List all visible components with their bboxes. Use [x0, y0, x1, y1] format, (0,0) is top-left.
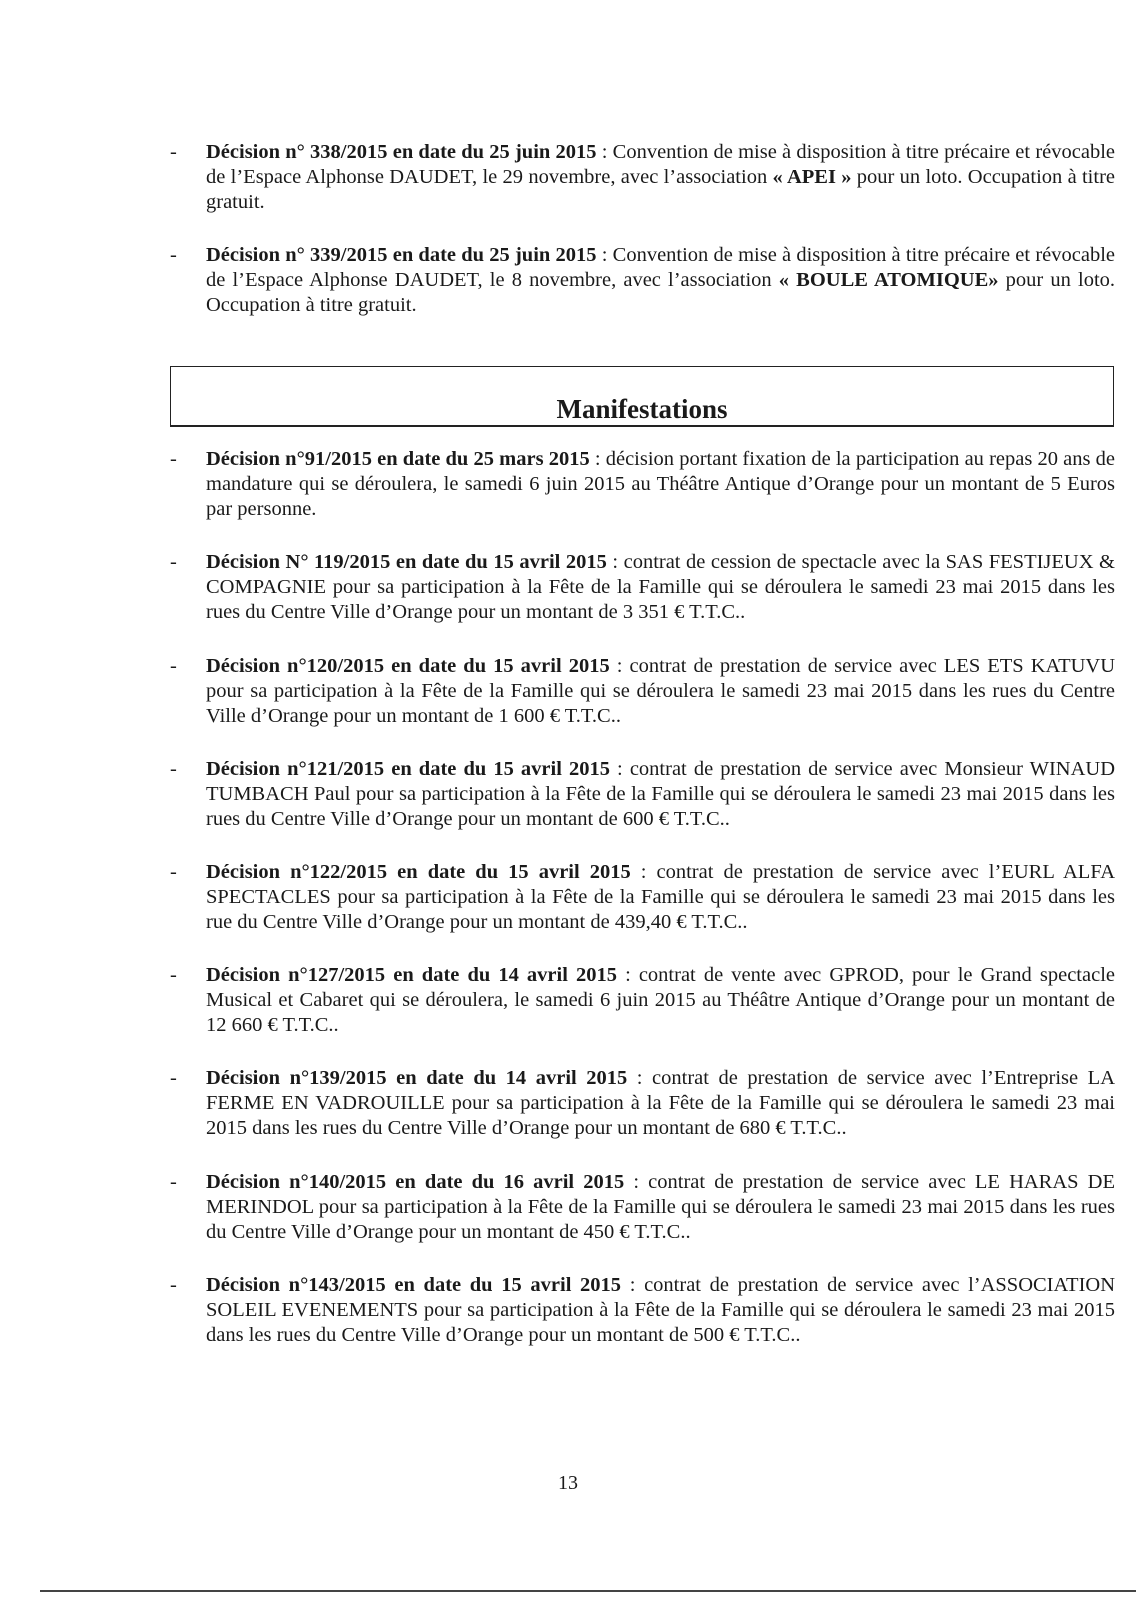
decision-entry-339 [170, 243, 1115, 318]
association-name: « BOULE ATOMIQUE» [778, 269, 999, 291]
decision-entry [170, 1273, 1115, 1348]
list-dash: - [170, 964, 177, 986]
decision-text: Décision n° 339/2015 en date du 25 juin 2015 : Convention de mise à disposition à titre précaire et révocable de l’Espace Alphonse DAUDET, le 8 novembre, avec l’association « BOULE ATOMIQUE» pour un loto. Occupation à titre gratuit. [206, 244, 1116, 316]
decision-heading: Décision n° 338/2015 en date du 25 juin 2015 [206, 141, 597, 163]
decision-entry-338 [170, 140, 1115, 215]
decision-entry [170, 757, 1115, 832]
decision-text: Décision n°139/2015 en date du 14 avril 2015 : contrat de prestation de service avec l’Entreprise LA FERME EN VADROUILLE pour sa participation à la Fête de la Famille qui se déroulera le samedi 23 mai 2015 dans les rues du Centre Ville d’Orange pour un montant de 680 € T.T.C.. [206, 1067, 1116, 1139]
list-dash: - [170, 655, 177, 677]
section-title: Manifestations [556, 394, 728, 424]
decision-heading: Décision n°122/2015 en date du 15 avril 2015 [206, 861, 631, 883]
decision-entry [170, 963, 1115, 1038]
decision-text: Décision n°143/2015 en date du 15 avril 2015 : contrat de prestation de service avec l’ASSOCIATION SOLEIL EVENEMENTS pour sa participation à la Fête de la Famille qui se déroulera le samedi 23 mai 2015 dans les rues du Centre Ville d’Orange pour un montant de 500 € T.T.C.. [206, 1274, 1116, 1346]
list-dash: - [170, 1171, 177, 1193]
list-dash: - [170, 758, 177, 780]
list-dash: - [170, 244, 177, 266]
decision-text: Décision n°91/2015 en date du 25 mars 2015 : décision portant fixation de la participation au repas 20 ans de mandature qui se déroulera, le samedi 6 juin 2015 au Théâtre Antique d’Orange pour un montant de 5 Euros par personne. [206, 448, 1115, 520]
decision-entry [170, 550, 1115, 625]
list-dash: - [170, 448, 177, 470]
decision-entry [170, 654, 1115, 729]
scan-edge-line [40, 1590, 1136, 1592]
list-dash: - [170, 1067, 177, 1089]
decision-text: Décision n°127/2015 en date du 14 avril 2015 : contrat de vente avec GPROD, pour le Grand spectacle Musical et Cabaret qui se déroulera, le samedi 6 juin 2015 au Théâtre Antique d’Orange pour un montant de 12 660 € T.T.C.. [206, 964, 1115, 1036]
decision-text: Décision n°120/2015 en date du 15 avril 2015 : contrat de prestation de service avec LES ETS KATUVU pour sa participation à la Fête de la Famille qui se déroulera le samedi 23 mai 2015 dans les rues du Centre Ville d’Orange pour un montant de 1 600 € T.T.C.. [206, 655, 1116, 727]
decision-text: Décision N° 119/2015 en date du 15 avril 2015 : contrat de cession de spectacle avec la SAS FESTIJEUX & COMPAGNIE pour sa participation à la Fête de la Famille qui se déroulera le samedi 23 mai 2015 dans les rues du Centre Ville d’Orange pour un montant de 3 351 € T.T.C.. [206, 551, 1115, 623]
decision-heading: Décision n°121/2015 en date du 15 avril 2015 [206, 758, 610, 780]
decision-entry [170, 1066, 1115, 1141]
decision-text: Décision n°122/2015 en date du 15 avril 2015 : contrat de prestation de service avec l’EURL ALFA SPECTACLES pour sa participation à la Fête de la Famille qui se déroulera le samedi 23 mai 2015 dans les rue du Centre Ville d’Orange pour un montant de 439,40 € T.T.C.. [206, 861, 1116, 933]
decision-text: Décision n°140/2015 en date du 16 avril 2015 : contrat de prestation de service avec LE HARAS DE MERINDOL pour sa participation à la Fête de la Famille qui se déroulera le samedi 23 mai 2015 dans les rues du Centre Ville d’Orange pour un montant de 450 € T.T.C.. [206, 1171, 1115, 1243]
list-dash: - [170, 861, 177, 883]
list-dash: - [170, 551, 177, 573]
list-dash: - [170, 141, 177, 163]
page-number: 13 [558, 1472, 578, 1494]
decision-heading: Décision n°143/2015 en date du 15 avril 2015 [206, 1274, 622, 1296]
decision-text: Décision n°121/2015 en date du 15 avril 2015 : contrat de prestation de service avec Monsieur WINAUD TUMBACH Paul pour sa participation à la Fête de la Famille qui se déroulera le samedi 23 mai 2015 dans les rues du Centre Ville d’Orange pour un montant de 600 € T.T.C.. [206, 758, 1116, 830]
decision-heading: Décision n°127/2015 en date du 14 avril 2015 [206, 964, 617, 986]
decision-heading: Décision n° 339/2015 en date du 25 juin 2015 [206, 244, 597, 266]
list-dash: - [170, 1274, 177, 1296]
decision-heading: Décision N° 119/2015 en date du 15 avril 2015 [206, 551, 607, 573]
decision-entry [170, 1170, 1115, 1245]
decision-heading: Décision n°139/2015 en date du 14 avril 2015 [206, 1067, 628, 1089]
association-name: « APEI » [772, 166, 852, 188]
section-header-rule [170, 425, 1114, 427]
decision-entry [170, 860, 1115, 935]
decision-text: Décision n° 338/2015 en date du 25 juin 2015 : Convention de mise à disposition à titre précaire et révocable de l’Espace Alphonse DAUDET, le 29 novembre, avec l’association « APEI » pour un loto. Occupation à titre gratuit. [206, 141, 1116, 213]
decision-heading: Décision n°140/2015 en date du 16 avril 2015 [206, 1171, 625, 1193]
decision-heading: Décision n°91/2015 en date du 25 mars 2015 [206, 448, 590, 470]
decision-heading: Décision n°120/2015 en date du 15 avril 2015 [206, 655, 610, 677]
decision-entry [170, 447, 1115, 522]
